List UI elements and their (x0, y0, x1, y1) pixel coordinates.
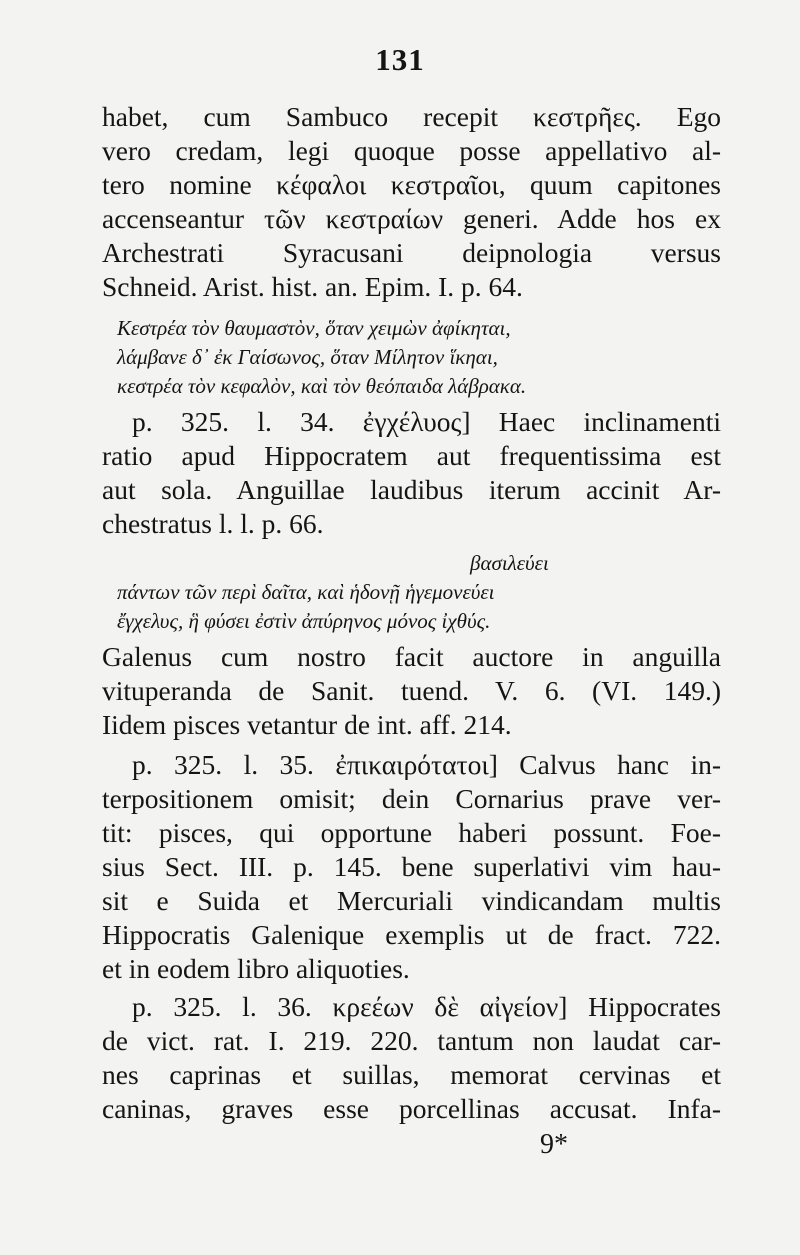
text-line: p. 325. l. 36. κρεέων δὲ αἰγείον] Hippocrates (132, 991, 721, 1022)
text-line: chestratus l. l. p. 66. (102, 508, 324, 539)
text-line: vituperanda de Sanit. tuend. V. 6. (VI. 149.) (102, 675, 721, 706)
text-line: ratio apud Hippocratem aut frequentissima est (102, 440, 721, 471)
text-line: sit e Suida et Mercuriali vindicandam multis (102, 885, 721, 916)
text-line: nes caprinas et suillas, memorat cervinas et (102, 1059, 721, 1090)
verse-line: πάντων τῶν περὶ δαῖτα, καὶ ἡδονῇ ἡγεμονεύει (117, 580, 495, 604)
text-line: de vict. rat. I. 219. 220. tantum non laudat car- (102, 1025, 721, 1056)
verse-line: ἔγχελυς, ἣ φύσει ἐστὶν ἀπύρηνος μόνος ἰχθύς. (117, 609, 491, 633)
text-line: vero credam, legi quoque posse appellativo al- (102, 135, 721, 166)
text-line: Galenus cum nostro facit auctore in anguilla (102, 641, 721, 672)
signature-mark: 9* (540, 1129, 568, 1160)
text-line: tit: pisces, qui opportune haberi possunt. Foe- (102, 817, 721, 848)
verse-line: Κεστρέα τὸν θαυμαστὸν, ὅταν χειμὼν ἀφίκηται, (117, 316, 511, 340)
text-line: et in eodem libro aliquoties. (102, 953, 410, 984)
text-line: Schneid. Arist. hist. an. Epim. I. p. 64. (102, 271, 523, 302)
text-line: accenseantur τῶν κεστραίων generi. Adde hos ex (102, 203, 721, 234)
text-line: tero nomine κέφαλοι κεστραῖοι, quum capitones (102, 169, 721, 200)
text-line: p. 325. l. 35. ἐπικαιρότατοι] Calvus hanc in- (132, 749, 721, 780)
text-line: sius Sect. III. p. 145. bene superlativi vim hau- (102, 851, 721, 882)
verse-line: λάμβανε δ᾽ ἐκ Γαίσωνος, ὅταν Μίλητον ἵκηαι, (117, 345, 498, 369)
text-line: Iidem pisces vetantur de int. aff. 214. (102, 709, 512, 740)
page-number: 131 (375, 42, 425, 77)
verse-line: βασιλεύει (470, 551, 549, 575)
text-line: Hippocratis Galenique exemplis ut de fract. 722. (102, 919, 721, 950)
text-line: p. 325. l. 34. ἐγχέλυος] Haec inclinamenti (132, 406, 721, 437)
verse-line: κεστρέα τὸν κεφαλὸν, καὶ τὸν θεόπαιδα λάβρακα. (117, 374, 527, 398)
text-line: Archestrati Syracusani deipnologia versus (102, 237, 721, 268)
text-line: caninas, graves esse porcellinas accusat. Infa- (102, 1093, 721, 1124)
text-line: terpositionem omisit; dein Cornarius prave ver- (102, 783, 721, 814)
text-line: aut sola. Anguillae laudibus iterum accinit Ar- (102, 474, 721, 505)
text-line: habet, cum Sambuco recepit κεστρῆες. Ego (102, 101, 721, 132)
